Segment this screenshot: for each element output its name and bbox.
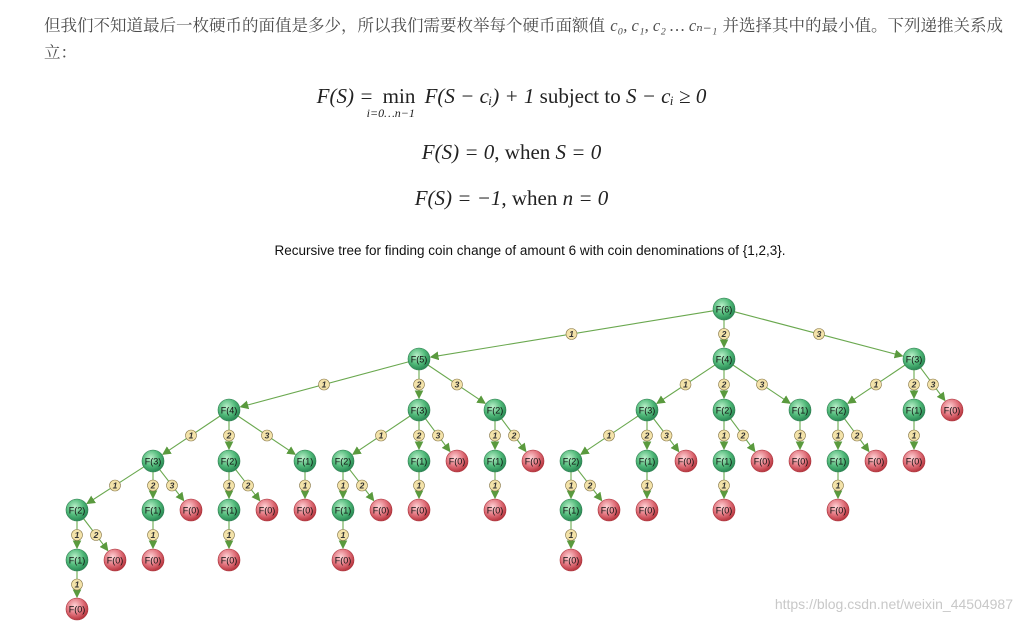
svg-text:F(2): F(2) [334, 456, 352, 467]
svg-text:3: 3 [930, 379, 936, 390]
svg-text:F(1): F(1) [715, 456, 733, 467]
svg-text:3: 3 [664, 430, 669, 441]
tree-node-j1 [560, 499, 582, 521]
svg-text:F(0): F(0) [258, 505, 276, 516]
svg-text:F(1): F(1) [486, 456, 504, 467]
svg-text:F(2): F(2) [68, 505, 86, 516]
svg-text:F(3): F(3) [638, 405, 656, 416]
svg-text:2: 2 [150, 480, 156, 491]
svg-text:F(0): F(0) [943, 405, 961, 416]
edge-label-a3 [414, 379, 425, 390]
tree-node-t1 [560, 549, 582, 571]
svg-text:2: 2 [721, 329, 727, 340]
svg-text:F(2): F(2) [562, 456, 580, 467]
svg-text:1: 1 [150, 530, 156, 541]
tree-node-b2b [751, 450, 773, 472]
svg-text:2: 2 [721, 379, 727, 390]
tree-node-b3c [675, 450, 697, 472]
svg-text:1: 1 [492, 430, 498, 441]
svg-text:1: 1 [835, 430, 841, 441]
edge-label-m1 [833, 480, 844, 491]
eq2-when: , when [494, 140, 551, 164]
svg-text:F(1): F(1) [791, 405, 809, 416]
tree-node-c1a [903, 450, 925, 472]
figure-caption: Recursive tree for finding coin change of amount 6 with coin denominations of {1,2,3}. [274, 243, 786, 258]
eq2-condition: S = 0 [555, 140, 602, 164]
edge-label-n4b [719, 329, 730, 340]
svg-text:F(0): F(0) [68, 604, 86, 615]
svg-text:2: 2 [245, 480, 251, 491]
svg-text:F(0): F(0) [715, 505, 733, 516]
svg-text:F(0): F(0) [791, 456, 809, 467]
svg-text:3: 3 [264, 430, 270, 441]
tree-node-j2 [598, 499, 620, 521]
svg-text:F(1): F(1) [144, 505, 162, 516]
svg-text:F(1): F(1) [296, 456, 314, 467]
coins-expression: c₀, c₁, c₂ … cₙ₋₁ [610, 16, 718, 35]
tree-node-b1 [789, 399, 811, 421]
edge-label-c2 [871, 379, 882, 390]
tree-node-a3 [408, 399, 430, 421]
svg-text:F(1): F(1) [220, 505, 238, 516]
tree-node-a3c [446, 450, 468, 472]
edge-label-b1 [757, 379, 768, 390]
svg-text:1: 1 [340, 530, 346, 541]
tree-node-a2b [522, 450, 544, 472]
eq3-when: , when [501, 186, 558, 210]
eq1-rhs: F(S − cᵢ) + 1 [424, 84, 535, 108]
edge-label-a4c [262, 430, 273, 441]
svg-text:F(0): F(0) [144, 555, 162, 566]
svg-text:1: 1 [606, 430, 612, 441]
svg-text:2: 2 [854, 430, 860, 441]
tree-node-b3a [560, 450, 582, 472]
svg-text:2: 2 [416, 379, 422, 390]
svg-text:F(3): F(3) [144, 456, 162, 467]
tree-node-i1 [484, 499, 506, 521]
svg-text:1: 1 [226, 530, 232, 541]
tree-node-e1 [218, 499, 240, 521]
tree-node-c2b [865, 450, 887, 472]
svg-text:1: 1 [568, 480, 574, 491]
edge-label-b2b [738, 430, 749, 441]
svg-text:F(0): F(0) [562, 555, 580, 566]
edge-label-a4a [186, 430, 197, 441]
svg-text:F(2): F(2) [715, 405, 733, 416]
edge-label-e2 [243, 480, 254, 491]
edge-label-c2a [833, 430, 844, 441]
tree-node-k1 [636, 499, 658, 521]
svg-text:1: 1 [226, 480, 232, 491]
edge-label-f1 [300, 480, 311, 491]
edge-label-p1 [72, 530, 83, 541]
edge-label-a4 [319, 379, 330, 390]
edge-label-b1a [795, 430, 806, 441]
tree-node-a2a [484, 450, 506, 472]
svg-text:F(5): F(5) [410, 354, 428, 365]
svg-text:F(2): F(2) [220, 456, 238, 467]
svg-text:F(4): F(4) [715, 354, 733, 365]
edge-label-e1 [224, 480, 235, 491]
tree-node-f1 [294, 499, 316, 521]
tree-node-n4b [713, 348, 735, 370]
edge-label-d2 [148, 480, 159, 491]
svg-text:2: 2 [226, 430, 232, 441]
edge-label-s1 [338, 530, 349, 541]
edge-label-n5 [566, 329, 577, 340]
svg-text:1: 1 [321, 379, 327, 390]
svg-text:F(2): F(2) [829, 405, 847, 416]
svg-text:F(1): F(1) [638, 456, 656, 467]
edge-label-d3 [167, 480, 178, 491]
edge-label-j1 [566, 480, 577, 491]
tree-node-l1 [713, 499, 735, 521]
svg-text:F(0): F(0) [829, 505, 847, 516]
svg-text:F(0): F(0) [638, 505, 656, 516]
tree-node-c2 [827, 399, 849, 421]
edge-label-a2b [509, 430, 520, 441]
tree-node-h1 [408, 499, 430, 521]
svg-text:1: 1 [492, 480, 498, 491]
edge-label-g2 [357, 480, 368, 491]
tree-node-n6 [713, 298, 735, 320]
tree-node-a4c [294, 450, 316, 472]
edge-label-b3 [680, 379, 691, 390]
svg-text:1: 1 [568, 530, 574, 541]
svg-text:3: 3 [435, 430, 441, 441]
svg-text:2: 2 [587, 480, 593, 491]
svg-text:1: 1 [721, 430, 727, 441]
edge-label-a3c [433, 430, 444, 441]
svg-text:1: 1 [74, 530, 80, 541]
svg-text:F(0): F(0) [448, 456, 466, 467]
svg-text:F(1): F(1) [562, 505, 580, 516]
edge-label-p2 [91, 530, 102, 541]
edge-label-c0 [928, 379, 939, 390]
tree-node-m1 [827, 499, 849, 521]
svg-text:F(0): F(0) [867, 456, 885, 467]
svg-text:2: 2 [644, 430, 650, 441]
edge-label-c2b [852, 430, 863, 441]
tree-node-c0 [941, 399, 963, 421]
svg-text:1: 1 [873, 379, 879, 390]
svg-text:3: 3 [454, 379, 460, 390]
eq1-subject-to: subject to [539, 84, 621, 108]
svg-text:1: 1 [378, 430, 384, 441]
svg-text:F(0): F(0) [106, 555, 124, 566]
eq3-condition: n = 0 [562, 186, 609, 210]
svg-text:F(0): F(0) [372, 505, 390, 516]
tree-node-a4a [142, 450, 164, 472]
svg-text:2: 2 [740, 430, 746, 441]
edge-label-t1 [566, 530, 577, 541]
svg-text:F(3): F(3) [410, 405, 428, 416]
tree-node-q1 [142, 549, 164, 571]
tree-node-b1a [789, 450, 811, 472]
edge-label-j2 [585, 480, 596, 491]
edge-label-k1 [642, 480, 653, 491]
svg-text:F(0): F(0) [753, 456, 771, 467]
edge-label-a2 [452, 379, 463, 390]
svg-text:F(0): F(0) [182, 505, 200, 516]
tree-node-a4b [218, 450, 240, 472]
svg-text:1: 1 [721, 480, 727, 491]
edge-label-i1 [490, 480, 501, 491]
tree-node-n5 [408, 348, 430, 370]
edge-label-a3b [414, 430, 425, 441]
edge-label-a3a [376, 430, 387, 441]
edge-label-u1 [72, 579, 83, 590]
tree-node-c2a [827, 450, 849, 472]
svg-text:3: 3 [816, 329, 822, 340]
tree-node-a3b [408, 450, 430, 472]
svg-text:F(6): F(6) [715, 304, 733, 315]
svg-text:2: 2 [511, 430, 517, 441]
edge-label-h1 [414, 480, 425, 491]
tree-node-p1 [66, 549, 88, 571]
svg-text:2: 2 [416, 430, 422, 441]
svg-text:2: 2 [359, 480, 365, 491]
tree-node-g2 [370, 499, 392, 521]
edge-label-c1 [909, 379, 920, 390]
svg-text:1: 1 [112, 480, 118, 491]
svg-text:F(0): F(0) [410, 505, 428, 516]
edge-label-d1 [110, 480, 121, 491]
edge-label-b2a [719, 430, 730, 441]
svg-text:F(1): F(1) [905, 405, 923, 416]
eq1-lhs: F(S) = [316, 84, 374, 108]
tree-node-r1 [218, 549, 240, 571]
intro-text-2: 并选择其中的最小值。下列递推关系成立： [44, 16, 1004, 62]
eq2-lhs: F(S) = 0 [421, 140, 495, 164]
tree-node-a4 [218, 399, 240, 421]
tree-node-u1 [66, 598, 88, 620]
edge-label-g1 [338, 480, 349, 491]
svg-text:F(1): F(1) [410, 456, 428, 467]
svg-text:F(1): F(1) [334, 505, 352, 516]
svg-text:F(0): F(0) [296, 505, 314, 516]
watermark: https://blog.csdn.net/weixin_44504987 [774, 596, 1013, 612]
svg-text:1: 1 [416, 480, 422, 491]
svg-text:1: 1 [74, 579, 80, 590]
svg-text:F(0): F(0) [677, 456, 695, 467]
eq3-lhs: F(S) = −1 [414, 186, 502, 210]
edge-label-b3a [604, 430, 615, 441]
tree-node-b3b [636, 450, 658, 472]
tree-node-g1 [332, 499, 354, 521]
tree-node-p2 [104, 549, 126, 571]
edge-label-l1 [719, 480, 730, 491]
tree-node-c1 [903, 399, 925, 421]
tree-node-b2 [713, 399, 735, 421]
eq1-min: min [382, 84, 416, 108]
tree-node-d1 [66, 499, 88, 521]
svg-text:2: 2 [911, 379, 917, 390]
svg-text:F(1): F(1) [68, 555, 86, 566]
svg-text:2: 2 [93, 530, 99, 541]
edge-label-a2a [490, 430, 501, 441]
svg-text:3: 3 [759, 379, 765, 390]
svg-text:1: 1 [302, 480, 308, 491]
edge-label-b3b [642, 430, 653, 441]
tree-node-b2a [713, 450, 735, 472]
edge-label-c1a [909, 430, 920, 441]
tree-node-e2 [256, 499, 278, 521]
tree-node-d3 [180, 499, 202, 521]
svg-text:F(0): F(0) [334, 555, 352, 566]
svg-text:1: 1 [797, 430, 803, 441]
svg-text:1: 1 [911, 430, 917, 441]
edge-label-q1 [148, 530, 159, 541]
svg-text:F(0): F(0) [600, 505, 618, 516]
svg-text:F(0): F(0) [486, 505, 504, 516]
svg-text:1: 1 [835, 480, 841, 491]
svg-text:1: 1 [644, 480, 650, 491]
tree-node-b3 [636, 399, 658, 421]
tree-node-d2 [142, 499, 164, 521]
svg-text:F(0): F(0) [905, 456, 923, 467]
svg-text:F(0): F(0) [220, 555, 238, 566]
eq1-min-subscript: i=0…n−1 [366, 106, 415, 120]
svg-text:F(1): F(1) [829, 456, 847, 467]
tree-node-a3a [332, 450, 354, 472]
intro-text-1: 但我们不知道最后一枚硬币的面值是多少，所以我们需要枚举每个硬币面额值 [44, 16, 611, 35]
edge-label-b2 [719, 379, 730, 390]
svg-text:1: 1 [188, 430, 194, 441]
edge-label-r1 [224, 530, 235, 541]
tree-node-a2 [484, 399, 506, 421]
tree-node-n3c [903, 348, 925, 370]
svg-text:F(2): F(2) [486, 405, 504, 416]
svg-text:1: 1 [569, 329, 574, 340]
eq1-condition: S − cᵢ ≥ 0 [625, 84, 707, 108]
tree-node-s1 [332, 549, 354, 571]
svg-text:1: 1 [340, 480, 346, 491]
svg-text:1: 1 [683, 379, 688, 390]
edge-label-n3c [814, 329, 825, 340]
svg-text:F(0): F(0) [524, 456, 542, 467]
svg-text:3: 3 [169, 480, 175, 491]
edge-label-a4b [224, 430, 235, 441]
edge-label-b3c [661, 430, 672, 441]
svg-text:F(3): F(3) [905, 354, 923, 365]
svg-text:F(4): F(4) [220, 405, 238, 416]
